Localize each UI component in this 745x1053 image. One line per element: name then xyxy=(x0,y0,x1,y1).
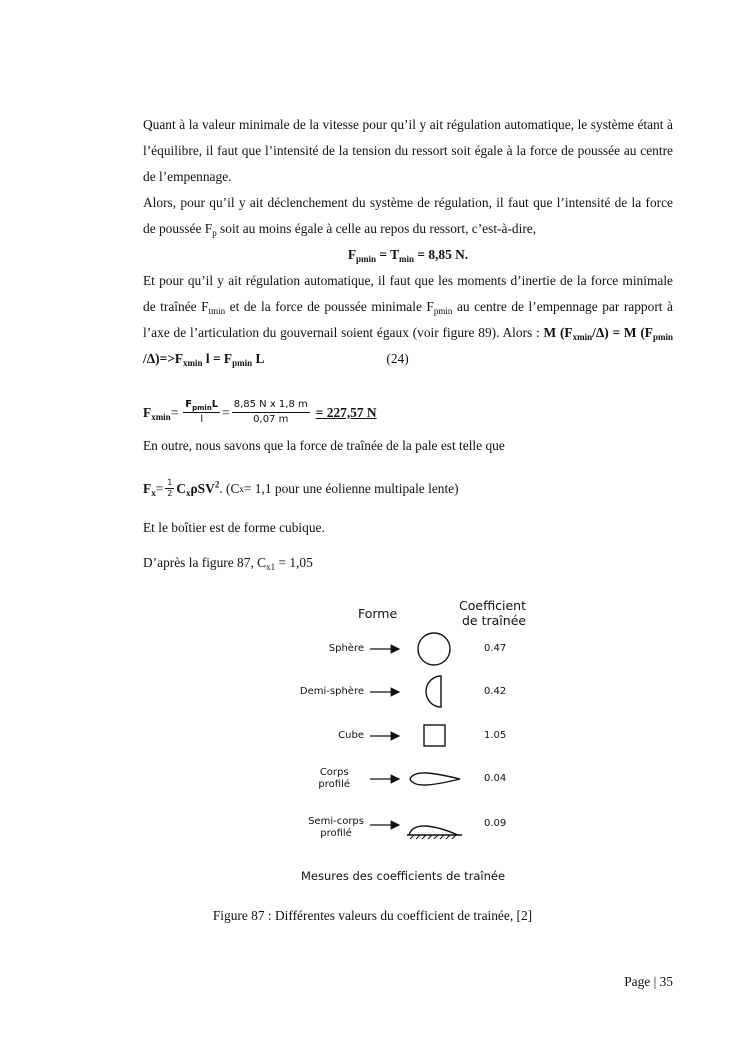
drag-coefficient-figure xyxy=(286,596,546,891)
paragraph-6: D’après la figure 87, $C_{x1} = 1,05$ xyxy=(143,555,313,572)
text: au centre de l’empennage par rapport à l’axe de l’articulation du gouvernail soient égaux (voir figure 89). Alors : xyxy=(143,299,673,340)
subscript: tmin xyxy=(208,306,226,316)
text: = 8,85 N. xyxy=(414,247,469,262)
equation-number: (24) xyxy=(386,351,409,366)
subscript: p xyxy=(212,228,217,238)
paragraph-5: Et le boîtier est de forme cubique. xyxy=(143,520,325,535)
document-body xyxy=(143,112,673,372)
text: = xyxy=(170,404,179,420)
equation-fpmin xyxy=(143,242,673,268)
page-number: Page | 35 xyxy=(624,974,673,989)
text: Alors, pour qu’il y ait déclenchement du système de régulation, il faut que l’intensité de la force de poussée F xyxy=(143,195,673,236)
paragraph-3 xyxy=(143,268,673,372)
half-streamlined-shape xyxy=(409,826,458,835)
formula-fx: $F_x$ = $\frac{1}{2}$ $C_x\rho SV^2$ . (C x = 1,1 pour une éolienne multipale lente) xyxy=(143,478,459,498)
subscript: pmin xyxy=(433,306,453,316)
text: . (C xyxy=(219,480,240,496)
row-label-streamlined: Corps profilé xyxy=(318,767,350,790)
text: F xyxy=(347,247,356,262)
text: F xyxy=(143,404,152,420)
column-header-coef-1: Coefficient xyxy=(459,598,527,613)
row-label-half-streamlined: Semi-corps profilé xyxy=(308,816,364,839)
value-half-streamlined: 0.09 xyxy=(484,818,507,829)
text: = xyxy=(155,480,164,496)
text: et de la force de poussée minimale F xyxy=(225,299,434,314)
figure-shapes xyxy=(286,596,546,856)
text: = T xyxy=(376,247,400,262)
paragraph-1: Quant à la valeur minimale de la vitesse pour qu’il y ait régulation automatique, le système étant à l’équilibre, il faut que l’intensité de la tension du ressort soit égale à la force de poussée au centre de l’empennage. xyxy=(143,117,673,184)
column-header-form: Forme xyxy=(358,606,398,621)
paragraph-4: En outre, nous savons que la force de traînée de la pale est telle que xyxy=(143,438,505,453)
half-sphere-shape xyxy=(426,676,441,707)
text: = xyxy=(222,404,230,420)
fraction-numeric: $\frac{\text{8,85 N x 1,8 m}}{0,07 m}$ xyxy=(233,399,308,425)
value-cube: 1.05 xyxy=(484,730,507,741)
row-label-cube: Cube xyxy=(338,730,364,741)
subscript: xmin xyxy=(151,411,171,422)
value-streamlined: 0.04 xyxy=(484,773,507,784)
formula-result: = 227,57 N xyxy=(315,404,377,420)
cube-shape xyxy=(424,725,445,746)
row-label-sphere: Sphère xyxy=(328,643,364,654)
figure-title: Mesures des coefficients de traînée xyxy=(301,869,506,883)
value-half-sphere: 0.42 xyxy=(484,686,507,697)
row-label-half-sphere: Demi-sphère xyxy=(299,686,364,697)
column-header-coef-2: de traînée xyxy=(462,613,527,628)
text: Et pour qu’il y ait régulation automatique, il faut que les moments d’inertie de la force minimale de traînée F xyxy=(143,273,673,314)
text: soit au moins égale à celle au repos du ressort, c’est-à-dire, xyxy=(216,221,537,236)
figure-caption: Figure 87 : Différentes valeurs du coefficient de trainée, [2] xyxy=(212,908,533,923)
fraction-half: $\frac{1}{2}$ xyxy=(167,478,173,498)
sphere-shape xyxy=(418,633,450,665)
paragraph-2 xyxy=(143,190,673,242)
text: = 1,1 pour une éolienne multipale lente) xyxy=(243,480,459,496)
subscript: min xyxy=(399,254,415,264)
subscript: pmin xyxy=(356,254,377,264)
fraction-symbolic: $\frac{F_{pmin}L}{l}$ xyxy=(185,399,219,425)
value-sphere: 0.47 xyxy=(484,643,507,654)
formula-fxmin xyxy=(143,398,377,427)
equation-moments: M $(F_{xmin}/\Delta) = M$ ($F_{pmin}$ $/\Delta)=>F_{xmin}$ $l = F_{pmin}$ L xyxy=(143,325,673,368)
streamlined-body-shape xyxy=(410,773,460,785)
